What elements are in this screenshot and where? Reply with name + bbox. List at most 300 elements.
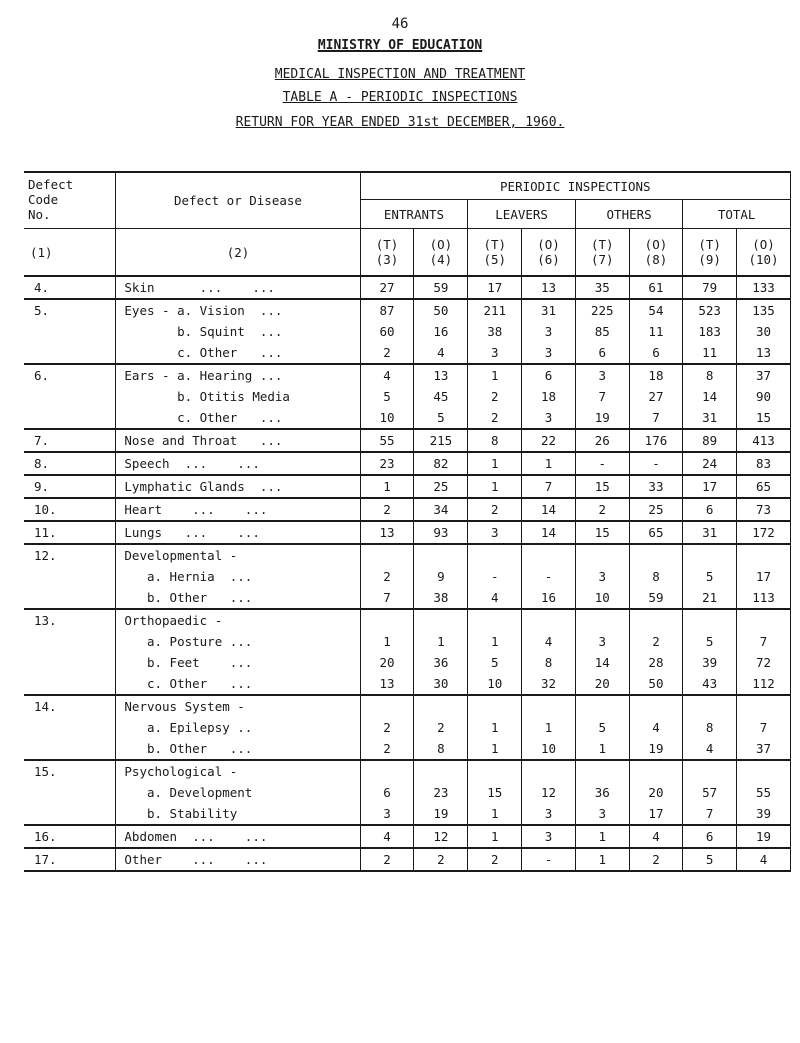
table-row	[24, 631, 791, 652]
document-header	[0, 38, 800, 144]
value-cell-col-4: 2	[414, 717, 468, 738]
table-row	[24, 407, 791, 429]
value-cell-col-6: 13	[522, 276, 576, 299]
value-cell-col-6: 14	[522, 521, 576, 544]
value-cell-col-10: 15	[737, 407, 791, 429]
defect-code: 9.	[24, 475, 116, 498]
defect-code	[24, 587, 116, 609]
value-cell-col-5: 1	[468, 717, 522, 738]
periodic-inspections-table	[24, 171, 791, 872]
defect-label: b. Squint ...	[116, 321, 360, 342]
defect-label: Lungs ... ...	[116, 521, 360, 544]
value-cell-col-6: 6	[522, 364, 576, 386]
value-cell-col-8	[629, 695, 683, 717]
value-cell-col-6: 1	[522, 717, 576, 738]
value-cell-col-8: 4	[629, 825, 683, 848]
value-cell-col-6: 32	[522, 673, 576, 695]
periodic-inspections-header: PERIODIC INSPECTIONS	[360, 172, 790, 200]
defect-label: Nervous System -	[116, 695, 360, 717]
value-cell-col-5: 2	[468, 386, 522, 407]
value-cell-col-7: 7	[575, 386, 629, 407]
value-cell-col-9: 31	[683, 407, 737, 429]
value-cell-col-8: 59	[629, 587, 683, 609]
value-cell-col-6: 22	[522, 429, 576, 452]
value-cell-col-5: 1	[468, 452, 522, 475]
value-cell-col-4: 13	[414, 364, 468, 386]
value-cell-col-8: 65	[629, 521, 683, 544]
value-cell-col-3: 2	[360, 498, 414, 521]
table-row	[24, 760, 791, 782]
value-cell-col-6: 3	[522, 803, 576, 825]
value-cell-col-9: 17	[683, 475, 737, 498]
column-number-label: (6)	[537, 252, 560, 267]
value-cell-col-10: 30	[737, 321, 791, 342]
defect-label: Speech ... ...	[116, 452, 360, 475]
page-number: 46	[391, 16, 409, 32]
table-row	[24, 429, 791, 452]
value-cell-col-4: 30	[414, 673, 468, 695]
defect-code: 13.	[24, 609, 116, 631]
value-cell-col-4: 2	[414, 848, 468, 871]
value-cell-col-8: 54	[629, 299, 683, 321]
value-cell-col-3: 87	[360, 299, 414, 321]
value-cell-col-3	[360, 544, 414, 566]
defect-label: c. Other ...	[116, 407, 360, 429]
value-cell-col-9: 79	[683, 276, 737, 299]
value-cell-col-6	[522, 609, 576, 631]
defect-label: c. Other ...	[116, 673, 360, 695]
defect-label: b. Otitis Media	[116, 386, 360, 407]
value-cell-col-5: 1	[468, 825, 522, 848]
value-cell-col-3: 13	[360, 673, 414, 695]
value-cell-col-10: 37	[737, 364, 791, 386]
value-cell-col-5: 15	[468, 782, 522, 803]
value-cell-col-6: -	[522, 566, 576, 587]
value-cell-col-9: 31	[683, 521, 737, 544]
value-cell-col-8: 61	[629, 276, 683, 299]
ministry-title: MINISTRY OF EDUCATION	[317, 38, 483, 53]
value-cell-col-4: 23	[414, 782, 468, 803]
value-cell-col-6: -	[522, 848, 576, 871]
value-cell-col-4	[414, 609, 468, 631]
value-cell-col-3	[360, 760, 414, 782]
value-cell-col-9: 11	[683, 342, 737, 364]
defect-code: 10.	[24, 498, 116, 521]
value-cell-col-3: 2	[360, 342, 414, 364]
value-cell-col-7: 5	[575, 717, 629, 738]
defect-code	[24, 342, 116, 364]
value-cell-col-3: 4	[360, 825, 414, 848]
defect-code	[24, 566, 116, 587]
defect-label: Ears - a. Hearing ...	[116, 364, 360, 386]
value-cell-col-4: 16	[414, 321, 468, 342]
value-cell-col-5	[468, 544, 522, 566]
value-cell-col-9: 5	[683, 631, 737, 652]
value-cell-col-9: 5	[683, 566, 737, 587]
value-cell-col-9: 183	[683, 321, 737, 342]
value-cell-col-7: 20	[575, 673, 629, 695]
value-cell-col-10	[737, 695, 791, 717]
defect-code	[24, 321, 116, 342]
value-cell-col-7: 1	[575, 825, 629, 848]
value-cell-col-4: 82	[414, 452, 468, 475]
value-cell-col-9	[683, 544, 737, 566]
value-cell-col-8: 18	[629, 364, 683, 386]
table-row	[24, 544, 791, 566]
table-row	[24, 587, 791, 609]
value-cell-col-6: 3	[522, 407, 576, 429]
value-cell-col-8: 27	[629, 386, 683, 407]
defect-code	[24, 407, 116, 429]
value-cell-col-10: 73	[737, 498, 791, 521]
value-cell-col-5	[468, 760, 522, 782]
value-cell-col-5: 2	[468, 498, 522, 521]
value-cell-col-4: 215	[414, 429, 468, 452]
defect-label: Orthopaedic -	[116, 609, 360, 631]
table-row	[24, 498, 791, 521]
value-cell-col-3: 2	[360, 738, 414, 760]
value-cell-col-3	[360, 609, 414, 631]
value-cell-col-3: 5	[360, 386, 414, 407]
defect-code: 11.	[24, 521, 116, 544]
value-cell-col-5	[468, 695, 522, 717]
value-cell-col-10: 39	[737, 803, 791, 825]
value-cell-col-9: 89	[683, 429, 737, 452]
value-cell-col-4: 9	[414, 566, 468, 587]
value-cell-col-5: 1	[468, 803, 522, 825]
column-type-label: (T)	[375, 237, 399, 252]
value-cell-col-5: 1	[468, 631, 522, 652]
value-cell-col-8: 4	[629, 717, 683, 738]
value-cell-col-6: 3	[522, 321, 576, 342]
value-cell-col-5: 1	[468, 475, 522, 498]
value-cell-col-5: 2	[468, 407, 522, 429]
value-cell-col-4: 34	[414, 498, 468, 521]
value-cell-col-4: 93	[414, 521, 468, 544]
value-cell-col-10	[737, 760, 791, 782]
value-cell-col-10: 413	[737, 429, 791, 452]
column-header-5	[468, 229, 522, 277]
value-cell-col-4	[414, 760, 468, 782]
value-cell-col-7: 35	[575, 276, 629, 299]
column-number-label: (3)	[375, 252, 399, 267]
column-header-6	[522, 229, 576, 277]
total-header: TOTAL	[683, 200, 791, 229]
value-cell-col-7: 15	[575, 521, 629, 544]
value-cell-col-9	[683, 695, 737, 717]
value-cell-col-4: 50	[414, 299, 468, 321]
value-cell-col-10: 83	[737, 452, 791, 475]
value-cell-col-10: 13	[737, 342, 791, 364]
value-cell-col-3: 6	[360, 782, 414, 803]
value-cell-col-7: 19	[575, 407, 629, 429]
defect-label: Abdomen ... ...	[116, 825, 360, 848]
table-row	[24, 848, 791, 871]
value-cell-col-8: 11	[629, 321, 683, 342]
column-type-label: (T)	[590, 237, 614, 252]
value-cell-col-5: 211	[468, 299, 522, 321]
value-cell-col-4	[414, 544, 468, 566]
value-cell-col-5: -	[468, 566, 522, 587]
value-cell-col-4: 36	[414, 652, 468, 673]
value-cell-col-7	[575, 760, 629, 782]
value-cell-col-9: 6	[683, 825, 737, 848]
defect-code: 15.	[24, 760, 116, 782]
defect-label: Eyes - a. Vision ...	[116, 299, 360, 321]
value-cell-col-7: 85	[575, 321, 629, 342]
value-cell-col-6: 1	[522, 452, 576, 475]
value-cell-col-10: 19	[737, 825, 791, 848]
value-cell-col-4: 8	[414, 738, 468, 760]
defect-code	[24, 631, 116, 652]
value-cell-col-5: 2	[468, 848, 522, 871]
table-row	[24, 738, 791, 760]
table-row	[24, 364, 791, 386]
value-cell-col-6: 31	[522, 299, 576, 321]
value-cell-col-10: 4	[737, 848, 791, 871]
value-cell-col-10: 55	[737, 782, 791, 803]
value-cell-col-3: 3	[360, 803, 414, 825]
defect-code: 7.	[24, 429, 116, 452]
value-cell-col-3: 60	[360, 321, 414, 342]
value-cell-col-5	[468, 609, 522, 631]
table-row	[24, 386, 791, 407]
value-cell-col-9: 4	[683, 738, 737, 760]
value-cell-col-4: 45	[414, 386, 468, 407]
value-cell-col-6: 10	[522, 738, 576, 760]
defect-label: Other ... ...	[116, 848, 360, 871]
column-header-3	[360, 229, 414, 277]
value-cell-col-7: 3	[575, 364, 629, 386]
defect-label: c. Other ...	[116, 342, 360, 364]
defect-code: 12.	[24, 544, 116, 566]
defect-label: Psychological -	[116, 760, 360, 782]
value-cell-col-8: 33	[629, 475, 683, 498]
value-cell-col-6	[522, 760, 576, 782]
leavers-header: LEAVERS	[468, 200, 576, 229]
defect-code: 5.	[24, 299, 116, 321]
table-row	[24, 609, 791, 631]
value-cell-col-3: 13	[360, 521, 414, 544]
value-cell-col-8: 7	[629, 407, 683, 429]
value-cell-col-4: 25	[414, 475, 468, 498]
value-cell-col-6: 14	[522, 498, 576, 521]
value-cell-col-9: 5	[683, 848, 737, 871]
defect-label: a. Development	[116, 782, 360, 803]
column-type-label: (O)	[429, 237, 453, 252]
value-cell-col-5: 1	[468, 364, 522, 386]
defect-code: 8.	[24, 452, 116, 475]
value-cell-col-7	[575, 609, 629, 631]
value-cell-col-3: 4	[360, 364, 414, 386]
value-cell-col-7	[575, 695, 629, 717]
table-row	[24, 276, 791, 299]
table-row	[24, 566, 791, 587]
defect-label: Developmental -	[116, 544, 360, 566]
table-row	[24, 475, 791, 498]
value-cell-col-8: 25	[629, 498, 683, 521]
defect-label: Heart ... ...	[116, 498, 360, 521]
defect-label: b. Other ...	[116, 738, 360, 760]
others-header: OTHERS	[575, 200, 682, 229]
entrants-header: ENTRANTS	[360, 200, 468, 229]
value-cell-col-10: 17	[737, 566, 791, 587]
column-type-label: (O)	[537, 237, 560, 252]
value-cell-col-9: 8	[683, 717, 737, 738]
table-row	[24, 521, 791, 544]
value-cell-col-3	[360, 695, 414, 717]
value-cell-col-4: 4	[414, 342, 468, 364]
table-row	[24, 803, 791, 825]
value-cell-col-7: 225	[575, 299, 629, 321]
value-cell-col-10: 113	[737, 587, 791, 609]
value-cell-col-5: 1	[468, 738, 522, 760]
value-cell-col-3: 2	[360, 566, 414, 587]
table-title: TABLE A - PERIODIC INSPECTIONS	[282, 90, 518, 105]
defect-label: a. Epilepsy ..	[116, 717, 360, 738]
value-cell-col-9: 43	[683, 673, 737, 695]
value-cell-col-6: 8	[522, 652, 576, 673]
value-cell-col-3: 20	[360, 652, 414, 673]
value-cell-col-9	[683, 760, 737, 782]
value-cell-col-8	[629, 760, 683, 782]
value-cell-col-10	[737, 544, 791, 566]
value-cell-col-10: 72	[737, 652, 791, 673]
value-cell-col-10: 7	[737, 717, 791, 738]
value-cell-col-8	[629, 544, 683, 566]
defect-code	[24, 738, 116, 760]
value-cell-col-8: 176	[629, 429, 683, 452]
return-line: RETURN FOR YEAR ENDED 31st DECEMBER, 1960.	[235, 115, 565, 130]
value-cell-col-4: 38	[414, 587, 468, 609]
defect-header: Defect or Disease	[116, 172, 360, 229]
value-cell-col-10: 7	[737, 631, 791, 652]
value-cell-col-7: 1	[575, 738, 629, 760]
column-number-label: (7)	[590, 252, 614, 267]
value-cell-col-7: 14	[575, 652, 629, 673]
column-type-label: (O)	[752, 237, 775, 252]
value-cell-col-5: 10	[468, 673, 522, 695]
table-row	[24, 782, 791, 803]
code-col-number: (1)	[24, 229, 116, 277]
value-cell-col-7: 26	[575, 429, 629, 452]
table-row	[24, 652, 791, 673]
value-cell-col-10: 65	[737, 475, 791, 498]
value-cell-col-9: 7	[683, 803, 737, 825]
value-cell-col-10: 133	[737, 276, 791, 299]
value-cell-col-7: -	[575, 452, 629, 475]
value-cell-col-9: 39	[683, 652, 737, 673]
defect-label: b. Other ...	[116, 587, 360, 609]
value-cell-col-8: 17	[629, 803, 683, 825]
value-cell-col-4: 12	[414, 825, 468, 848]
value-cell-col-9: 6	[683, 498, 737, 521]
defect-label: Nose and Throat ...	[116, 429, 360, 452]
value-cell-col-8: -	[629, 452, 683, 475]
defect-code	[24, 782, 116, 803]
value-cell-col-8: 28	[629, 652, 683, 673]
value-cell-col-5: 3	[468, 521, 522, 544]
defect-label: Lymphatic Glands ...	[116, 475, 360, 498]
value-cell-col-3: 1	[360, 631, 414, 652]
value-cell-col-9: 24	[683, 452, 737, 475]
value-cell-col-9	[683, 609, 737, 631]
table-row	[24, 717, 791, 738]
value-cell-col-5: 8	[468, 429, 522, 452]
column-header-4	[414, 229, 468, 277]
code-header: Defect Code No.	[28, 177, 74, 222]
value-cell-col-8: 50	[629, 673, 683, 695]
value-cell-col-3: 55	[360, 429, 414, 452]
value-cell-col-6: 16	[522, 587, 576, 609]
value-cell-col-4: 5	[414, 407, 468, 429]
value-cell-col-10: 135	[737, 299, 791, 321]
value-cell-col-4	[414, 695, 468, 717]
column-header-9	[683, 229, 737, 277]
table-row	[24, 695, 791, 717]
value-cell-col-6: 18	[522, 386, 576, 407]
value-cell-col-7: 15	[575, 475, 629, 498]
defect-code: 16.	[24, 825, 116, 848]
value-cell-col-4: 59	[414, 276, 468, 299]
column-header-7	[575, 229, 629, 277]
value-cell-col-8	[629, 609, 683, 631]
value-cell-col-6: 12	[522, 782, 576, 803]
value-cell-col-9: 523	[683, 299, 737, 321]
column-type-label: (T)	[483, 237, 507, 252]
value-cell-col-10: 112	[737, 673, 791, 695]
value-cell-col-9: 21	[683, 587, 737, 609]
defect-code: 6.	[24, 364, 116, 386]
value-cell-col-6	[522, 544, 576, 566]
value-cell-col-3: 2	[360, 848, 414, 871]
column-number-label: (10)	[748, 252, 779, 267]
defect-label: b. Stability	[116, 803, 360, 825]
value-cell-col-7: 10	[575, 587, 629, 609]
defect-code	[24, 386, 116, 407]
value-cell-col-5: 3	[468, 342, 522, 364]
defect-label: Skin ... ...	[116, 276, 360, 299]
value-cell-col-5: 5	[468, 652, 522, 673]
defect-code	[24, 717, 116, 738]
value-cell-col-8: 8	[629, 566, 683, 587]
value-cell-col-7: 2	[575, 498, 629, 521]
value-cell-col-7: 3	[575, 803, 629, 825]
value-cell-col-3: 27	[360, 276, 414, 299]
value-cell-col-7: 36	[575, 782, 629, 803]
value-cell-col-10: 172	[737, 521, 791, 544]
value-cell-col-8: 19	[629, 738, 683, 760]
value-cell-col-5: 4	[468, 587, 522, 609]
column-number-label: (4)	[429, 252, 453, 267]
column-header-8	[629, 229, 683, 277]
value-cell-col-3: 10	[360, 407, 414, 429]
value-cell-col-6: 7	[522, 475, 576, 498]
column-number-label: (5)	[483, 252, 507, 267]
value-cell-col-7: 6	[575, 342, 629, 364]
table-row	[24, 452, 791, 475]
value-cell-col-9: 14	[683, 386, 737, 407]
table-row	[24, 825, 791, 848]
value-cell-col-5: 38	[468, 321, 522, 342]
value-cell-col-4: 1	[414, 631, 468, 652]
table-row	[24, 321, 791, 342]
value-cell-col-3: 7	[360, 587, 414, 609]
defect-label: a. Posture ...	[116, 631, 360, 652]
value-cell-col-10: 90	[737, 386, 791, 407]
defect-code	[24, 673, 116, 695]
defect-code	[24, 803, 116, 825]
